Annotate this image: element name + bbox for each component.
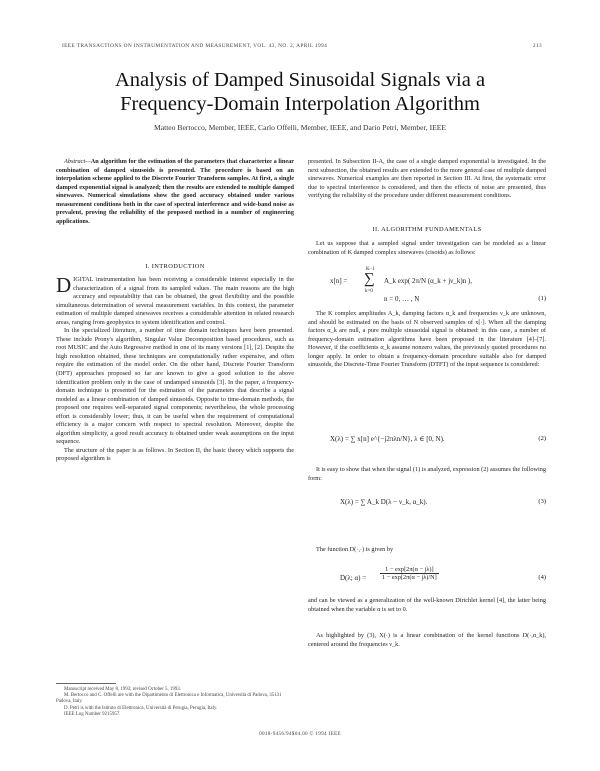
footnote-divider — [56, 683, 116, 684]
paper-title — [60, 68, 540, 116]
continuation-paragraph: presented. In Subsection II-A, the case of a single damped exponential is investigated. In the next subsection, the obtained results are extended to the more general case of multiple damped sinewaves. Numerical examples are then reported in Section III. At first, the systematic error due to spectral interference is considered, and then the effects of noise are presented, thus verifying the reliability of the procedure under different measurement conditions. — [308, 158, 546, 200]
section-2-heading: II. ALGORITHM FUNDAMENTALS — [372, 226, 482, 233]
eq2-number: (2) — [538, 435, 546, 442]
eq4-fraction — [380, 566, 439, 581]
footnote-received: Manuscript received May 8, 1993; revised October 5, 1993. — [64, 687, 181, 692]
footnote-affiliation-1: M. Bertocco and C. Offelli are with the Dipartimento di Elettronica e Informatica, Università di Padova, 35131 Padova, Italy. — [56, 693, 282, 705]
footnotes — [56, 687, 294, 718]
section-2-paragraph-1: Let us suppose that a sampled signal under investigation can be modeled as a linear combination of K damped complex sinewaves (cisoids) as follows: — [308, 240, 546, 256]
intro-paragraph-2: In the specialized literature, a number of time domain techniques have been presented. These include Prony's algorithm, Singular Value Decomposition based procedures, such as root MUSIC and the Auto Regressive method in one of its many versions [1], [2]. Despite the high resolution obtained, these techniques are computationally rather expensive, and often require the estimation of the model order. On the other hand, Discrete Fourier Transform (DFT) approaches proposed so far are known to give a good solution to the above identification problem only in the case of undamped sinusoids [3]. In the paper, a frequency-domain technique is presented for the estimation of the parameters that describe a signal modeled as a linear combination of damped sinusoids. Opposite to time-domain methods, the proposed one requires well-separated signal components; nevertheless, the whole processing effort is considerably lower; thus, it can be useful when the requirement of computational efficiency is a major concern with respect to spectral resolution. Moreover, despite the algorithm simplicity, a good result accuracy is obtained under weak assumptions on the input sequence. — [56, 327, 294, 446]
drop-cap: D — [56, 273, 72, 297]
eq1-number: (1) — [538, 295, 546, 302]
section-2-paragraph-6: As highlighted by (3), X(·) is a linear combination of the kernel functions D(·,α_k), centered around the frequencies ν_k. — [308, 632, 546, 648]
eq3-number: (3) — [538, 498, 546, 505]
intro-paragraph-3: The structure of the paper is as follows. In Section II, the basic theory which supports the proposed algorithm is — [56, 446, 294, 463]
eq3-body: X(λ) = ∑ A_k D(λ − ν_k, α_k). — [340, 498, 428, 506]
eq4-numerator: 1 − exp[2π(α − jλ)] — [380, 566, 439, 574]
title-line-1: Analysis of Damped Sinusoidal Signals via a — [114, 69, 486, 91]
section-2-paragraph-5: and can be viewed as a generalization of the well-known Dirichlet kernel [4], the latter being obtained when the variable α is set to 0. — [308, 597, 546, 613]
eq1-lhs: x[n] = — [330, 277, 348, 285]
footnote-affiliation-2: D. Petri is with the Istituto di Elettronica, Università di Perugia, Perugia, Italy. — [64, 705, 218, 711]
abstract-text: An algorithm for the estimation of the parameters that characterize a linear combination of damped sinusoids is presented. The procedure is based on an interpolation scheme applied to the Discrete Fourier Transform samples. At first, a single damped exponential signal is analyzed; then the results are extended to multiple damped sinewaves. Numerical simulations show the good accuracy obtained under various measurement conditions both in the case of spectral interference and wide-band noise as prevalent, proving the reliability of the proposed method in a number of engineering applications. — [56, 158, 294, 225]
section-2-paragraph-3: It is easy to show that when the signal (1) is analyzed, expression (2) assumes the following form: — [308, 466, 546, 482]
abstract — [56, 158, 294, 226]
eq4-number: (4) — [538, 574, 546, 581]
eq1-range: n = 0, … , N — [384, 295, 420, 303]
eq4-denominator: 1 − exp[2π(α − jλ)/N] — [382, 574, 437, 581]
equation-3 — [340, 492, 546, 514]
eq4-lhs: D(λ; α) = — [340, 574, 367, 582]
copyright-line: 0018-9456/94$04.00 © 1994 IEEE — [259, 731, 341, 737]
eq1-upper-limit: K−1 — [366, 267, 375, 272]
abstract-lead: Abstract— — [64, 158, 91, 165]
equation-1 — [330, 267, 546, 307]
section-1-heading: I. INTRODUCTION — [145, 263, 205, 270]
introduction-body — [56, 273, 294, 464]
section-2-paragraph-4: The function D(·,·) is given by — [316, 546, 394, 553]
eq1-body: A_k exp( 2π/N (α_k + jν_k)n ), — [384, 277, 472, 285]
intro-paragraph-1: IGITAL instrumentation has been receiving a considerable interest especially in the characterization of a signal from its sampled values. The main reasons are the high accuracy and repeatability that can be obtained, the great flexibility and the possible simultaneous determination of several measurement variables. In this context, the parameter estimation of multiple damped sinewaves receives a considerable attention in related research areas, ranging from geophysics to system identification and control. — [56, 276, 294, 326]
title-line-2: Frequency-Domain Interpolation Algorithm — [120, 93, 480, 115]
page-number: 213 — [532, 43, 542, 49]
journal-name: IEEE TRANSACTIONS ON INSTRUMENTATION AND MEASUREMENT, VOL. 43, NO. 2, APRIL 1994 — [62, 43, 328, 49]
eq2-body: X(λ) = ∑ x[n] e^{−j2πλn/N}, λ ∈ [0, N). — [330, 435, 445, 443]
footnote-log-number: IEEE Log Number 9215957. — [64, 711, 121, 717]
eq1-summation: ∑ — [364, 271, 375, 287]
equation-4 — [340, 566, 546, 592]
section-2-paragraph-2: The K complex amplitudes A_k, damping factors α_k and frequencies ν_k are unknown, and should be estimated on the basis of N observed samples of x[·]. When all the damping factors α_k are null, a pure multiple sinusoidal signal is obtained: in this case, a number of frequency-domain estimation algorithms have been proposed in the literature [4]–[7]. However, if the coefficients α_k assume nonzero values, the previously quoted procedures no longer apply. In order to obtain a frequency-domain procedure suitable also for damped sinusoids, the Discrete-Time Fourier Transform (DTFT) of the input sequence is considered: — [308, 310, 546, 369]
equation-2 — [330, 431, 546, 453]
eq1-lower-limit: k=0 — [365, 289, 373, 294]
intro-continuation — [308, 158, 546, 201]
author-list: Matteo Bertocco, Member, IEEE, Carlo Offelli, Member, IEEE, and Dario Petri, Member, IEEE — [153, 123, 447, 132]
